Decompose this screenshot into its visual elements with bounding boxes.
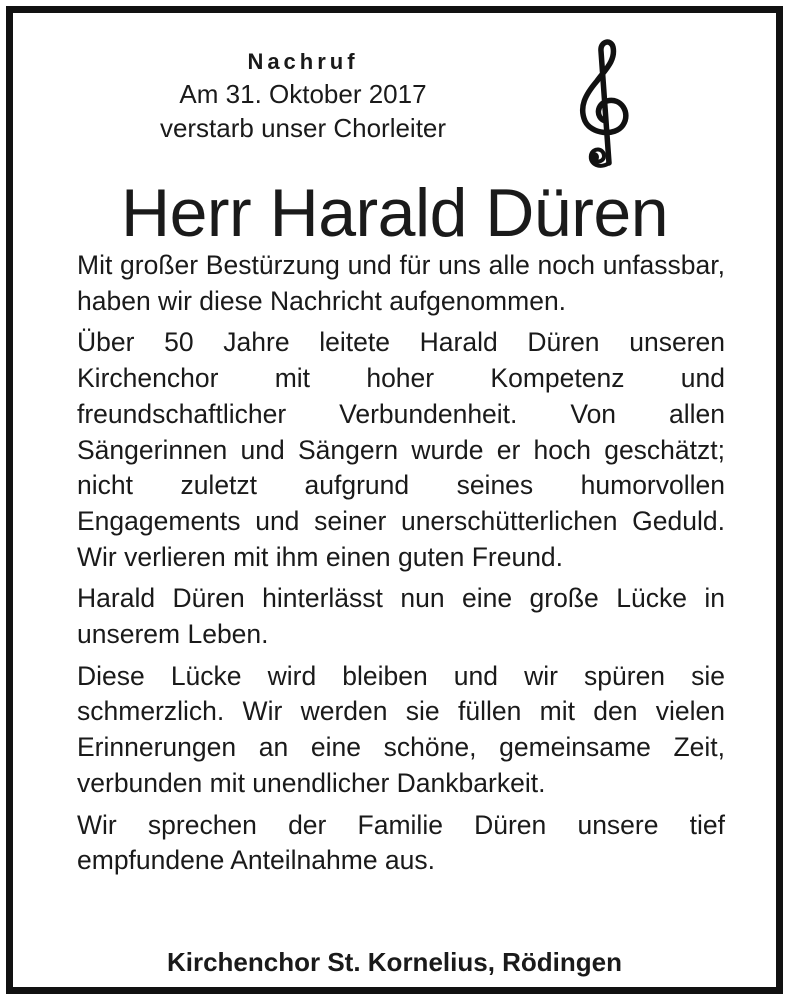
- intro-line: verstarb unser Chorleiter: [159, 113, 447, 143]
- paragraph: Harald Düren hinterlässt nun eine große Lücke in unserem Leben.: [77, 583, 725, 650]
- paragraph: Mit großer Bestürzung und für uns alle noch unfassbar, haben wir diese Nachricht aufgenommen.: [77, 250, 725, 316]
- deceased-name: Herr Harald Düren: [120, 175, 669, 251]
- notice-label: Nachruf: [247, 49, 359, 74]
- notice-header: [113, 47, 493, 145]
- death-date-line: Am 31. Oktober 2017: [179, 79, 427, 109]
- paragraph: Diese Lücke wird bleiben und wir spüren sie schmerzlich. Wir werden sie füllen mit den vielen Erinnerungen an eine schöne, gemeinsame Zeit, verbunden mit unendlicher Dankbarkeit.: [77, 660, 725, 798]
- obituary-frame: [6, 6, 783, 994]
- treble-clef-icon: [571, 35, 641, 175]
- paragraph: Wir sprechen der Familie Düren unsere tief empfundene Anteilnahme aus.: [77, 809, 725, 876]
- signature: Kirchenchor St. Kornelius, Rödingen: [166, 947, 623, 977]
- paragraph: Über 50 Jahre leitete Harald Düren unseren Kirchenchor mit hoher Kompetenz und freundschaftlicher Verbundenheit. Von allen Sängerinnen und Sängern wurde er hoch geschätzt; nicht zuletzt aufgrund seines humorvollen Engagements und seiner unerschütterlichen Geduld. Wir verlieren mit ihm einen guten Freund.: [77, 327, 725, 572]
- obituary-body: [77, 248, 725, 884]
